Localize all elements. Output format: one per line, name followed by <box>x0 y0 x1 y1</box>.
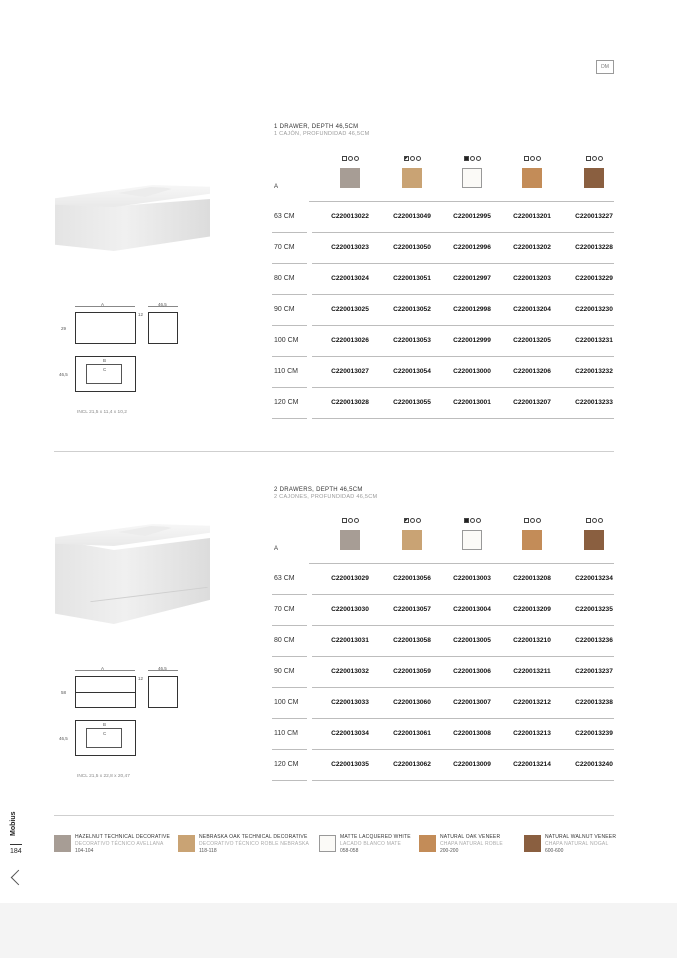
legend-code: 118-118 <box>199 848 217 854</box>
product-code: C220013009 <box>453 761 491 768</box>
product-code: C220013053 <box>393 337 431 344</box>
care-symbols-oak <box>512 518 552 526</box>
table-row <box>272 295 614 326</box>
section-title: 2 DRAWERS, DEPTH 46,5CM <box>274 487 363 493</box>
row-size: 120 CM <box>274 399 299 406</box>
product-code: C220013239 <box>575 730 613 737</box>
swatch-white <box>462 168 482 188</box>
page-number: 184 <box>10 848 22 855</box>
swatch-walnut <box>584 530 604 550</box>
legend-code: 200-200 <box>440 848 459 854</box>
table-row <box>272 688 614 719</box>
legend-code: 600-600 <box>545 848 564 854</box>
product-code: C220013057 <box>393 606 431 613</box>
product-code: C220013059 <box>393 668 431 675</box>
product-code: C220013029 <box>331 575 369 582</box>
table-row <box>272 595 614 626</box>
product-table <box>272 518 614 780</box>
table-row <box>272 750 614 781</box>
table-row <box>272 357 614 388</box>
page-footer-band <box>0 903 677 958</box>
product-code: C220013234 <box>575 575 613 582</box>
dim-height: 29 <box>61 326 67 331</box>
product-code: C220013024 <box>331 275 369 282</box>
legend-swatch <box>319 835 336 852</box>
technical-drawing <box>55 664 215 784</box>
section-subtitle: 1 CAJÓN, PROFUNDIDAD 46,5CM <box>274 131 370 137</box>
product-table <box>272 156 614 418</box>
product-code: C220013213 <box>513 730 551 737</box>
dim-c: C <box>103 367 107 372</box>
incl-note: INCL 21,5 x 22,8 x 20,47 <box>77 774 130 779</box>
care-symbols-white <box>452 156 492 164</box>
product-code: C220013230 <box>575 306 613 313</box>
dim-depth-side: 46,5 <box>59 736 68 741</box>
incl-note: INCL 21,5 x 11,4 x 10,2 <box>77 410 127 415</box>
product-code: C220012997 <box>453 275 491 282</box>
table-row <box>272 202 614 233</box>
product-code: C220013060 <box>393 699 431 706</box>
row-size: 110 CM <box>274 368 298 375</box>
row-size: 63 CM <box>274 213 295 220</box>
front-view-box <box>75 312 136 344</box>
dim-depth-side: 46,5 <box>59 372 68 377</box>
product-code: C220013050 <box>393 244 431 251</box>
legend-code: 104-104 <box>75 848 94 854</box>
product-code: C220013203 <box>513 275 551 282</box>
dim-b: B <box>103 722 107 727</box>
column-a-label: A <box>274 184 279 190</box>
product-code: C220013030 <box>331 606 369 613</box>
section-title: 1 DRAWER, DEPTH 46,5CM <box>274 124 359 130</box>
table-row <box>272 233 614 264</box>
product-code: C220013023 <box>331 244 369 251</box>
legend-name-es: DECORATIVO TÉCNICO ROBLE NEBRASKA <box>199 841 310 847</box>
dim-height: 58 <box>61 690 67 695</box>
column-a-label: A <box>274 546 279 552</box>
product-code: C220013208 <box>513 575 551 582</box>
product-code: C220013028 <box>331 399 369 406</box>
product-code: C220013052 <box>393 306 431 313</box>
row-size: 70 CM <box>274 244 295 251</box>
brand-rule <box>10 844 22 845</box>
product-code: C220013210 <box>513 637 551 644</box>
product-code: C220013026 <box>331 337 369 344</box>
product-code: C220013055 <box>393 399 431 406</box>
product-code: C220013062 <box>393 761 431 768</box>
section-divider <box>54 451 614 452</box>
legend-name-es: CHAPA NATURAL NOGAL <box>545 841 609 847</box>
swatch-white <box>462 530 482 550</box>
product-code: C220013207 <box>513 399 551 406</box>
swatch-hazelnut <box>340 168 360 188</box>
product-code: C220013232 <box>575 368 613 375</box>
product-code: C220013228 <box>575 244 613 251</box>
product-code: C220013032 <box>331 668 369 675</box>
table-row <box>272 564 614 595</box>
product-code: C220013214 <box>513 761 551 768</box>
product-code: C220013235 <box>575 606 613 613</box>
product-code: C220013237 <box>575 668 613 675</box>
product-code: C220013205 <box>513 337 551 344</box>
row-size: 80 CM <box>274 275 295 282</box>
product-code: C220012996 <box>453 244 491 251</box>
swatch-walnut <box>584 168 604 188</box>
row-size: 90 CM <box>274 668 295 675</box>
swatch-oak <box>522 168 542 188</box>
care-symbols-nebraska <box>392 518 432 526</box>
dim-depth: 46,5 <box>158 302 167 307</box>
legend-swatch <box>54 835 71 852</box>
product-code: C220013238 <box>575 699 613 706</box>
technical-drawing <box>55 300 215 420</box>
legend-name-en: NEBRASKA OAK TECHNICAL DECORATIVE <box>199 834 308 840</box>
row-size: 90 CM <box>274 306 295 313</box>
product-code: C220013000 <box>453 368 491 375</box>
legend-divider <box>54 815 614 816</box>
product-code: C220013202 <box>513 244 551 251</box>
table-row <box>272 264 614 295</box>
dim-depth: 46,5 <box>158 666 167 671</box>
row-size: 80 CM <box>274 637 295 644</box>
care-symbols-nebraska <box>392 156 432 164</box>
row-size: 110 CM <box>274 730 298 737</box>
product-code: C220013058 <box>393 637 431 644</box>
legend-name-en: MATTE LACQUERED WHITE <box>340 834 411 840</box>
row-size: 100 CM <box>274 699 299 706</box>
brand-label: Mobius <box>10 811 17 836</box>
cabinet-image <box>55 185 210 260</box>
product-code: C220013240 <box>575 761 613 768</box>
dim-h-small: 12 <box>138 312 144 317</box>
catalog-badge-icon: DM <box>596 60 614 74</box>
product-code: C220013061 <box>393 730 431 737</box>
product-code: C220013003 <box>453 575 491 582</box>
product-code: C220013209 <box>513 606 551 613</box>
table-row <box>272 719 614 750</box>
product-code: C220013054 <box>393 368 431 375</box>
product-code: C220013033 <box>331 699 369 706</box>
care-symbols-white <box>452 518 492 526</box>
row-size: 63 CM <box>274 575 295 582</box>
dim-a: A <box>101 302 105 307</box>
side-view-box <box>148 676 178 708</box>
legend-name-en: NATURAL WALNUT VENEER <box>545 834 617 840</box>
legend-code: 058-058 <box>340 848 359 854</box>
product-code: C220013231 <box>575 337 613 344</box>
table-row <box>272 626 614 657</box>
dim-c: C <box>103 731 107 736</box>
product-code: C220013229 <box>575 275 613 282</box>
care-symbols-oak <box>512 156 552 164</box>
side-view-box <box>148 312 178 344</box>
swatch-nebraska <box>402 530 422 550</box>
table-row <box>272 388 614 419</box>
product-code: C220013022 <box>331 213 369 220</box>
legend-swatch <box>419 835 436 852</box>
product-code: C220013212 <box>513 699 551 706</box>
care-symbols-hazelnut <box>330 518 370 526</box>
care-symbols-walnut <box>574 156 614 164</box>
table-row <box>272 657 614 688</box>
dim-b: B <box>103 358 107 363</box>
product-code: C220013031 <box>331 637 369 644</box>
row-size: 120 CM <box>274 761 299 768</box>
product-code: C220013056 <box>393 575 431 582</box>
legend-name-es: LACADO BLANCO MATE <box>340 841 402 847</box>
row-size: 100 CM <box>274 337 299 344</box>
product-code: C220013051 <box>393 275 431 282</box>
legend-name-es: CHAPA NATURAL ROBLE <box>440 841 503 847</box>
cabinet-body <box>55 538 210 624</box>
care-symbols-hazelnut <box>330 156 370 164</box>
product-code: C220013201 <box>513 213 551 220</box>
dim-h-small: 12 <box>138 676 144 681</box>
product-code: C220013035 <box>331 761 369 768</box>
product-code: C220013034 <box>331 730 369 737</box>
legend-name-en: HAZELNUT TECHNICAL DECORATIVE <box>75 834 171 840</box>
product-code: C220012995 <box>453 213 491 220</box>
product-code: C220013049 <box>393 213 431 220</box>
product-code: C220013227 <box>575 213 613 220</box>
product-code: C220012998 <box>453 306 491 313</box>
product-code: C220013211 <box>513 668 551 675</box>
legend-name-en: NATURAL OAK VENEER <box>440 834 501 840</box>
product-code: C220013001 <box>453 399 491 406</box>
legend-swatch <box>524 835 541 852</box>
product-code: C220013004 <box>453 606 491 613</box>
product-code: C220013204 <box>513 306 551 313</box>
section-subtitle: 2 CAJONES, PROFUNDIDAD 46,5CM <box>274 494 378 500</box>
product-code: C220013236 <box>575 637 613 644</box>
product-code: C220013233 <box>575 399 613 406</box>
product-code: C220013008 <box>453 730 491 737</box>
legend-name-es: DECORATIVO TÉCNICO AVELLANA <box>75 841 164 847</box>
product-code: C220013006 <box>453 668 491 675</box>
cabinet-image <box>55 524 210 632</box>
swatch-hazelnut <box>340 530 360 550</box>
legend-swatch <box>178 835 195 852</box>
table-row <box>272 326 614 357</box>
product-code: C220013007 <box>453 699 491 706</box>
care-symbols-walnut <box>574 518 614 526</box>
swatch-oak <box>522 530 542 550</box>
dim-a: A <box>101 666 105 671</box>
product-code: C220012999 <box>453 337 491 344</box>
swatch-nebraska <box>402 168 422 188</box>
product-code: C220013206 <box>513 368 551 375</box>
product-code: C220013025 <box>331 306 369 313</box>
row-size: 70 CM <box>274 606 295 613</box>
product-code: C220013027 <box>331 368 369 375</box>
chevron-left-icon[interactable] <box>11 870 27 886</box>
cabinet-body <box>55 199 210 251</box>
product-code: C220013005 <box>453 637 491 644</box>
